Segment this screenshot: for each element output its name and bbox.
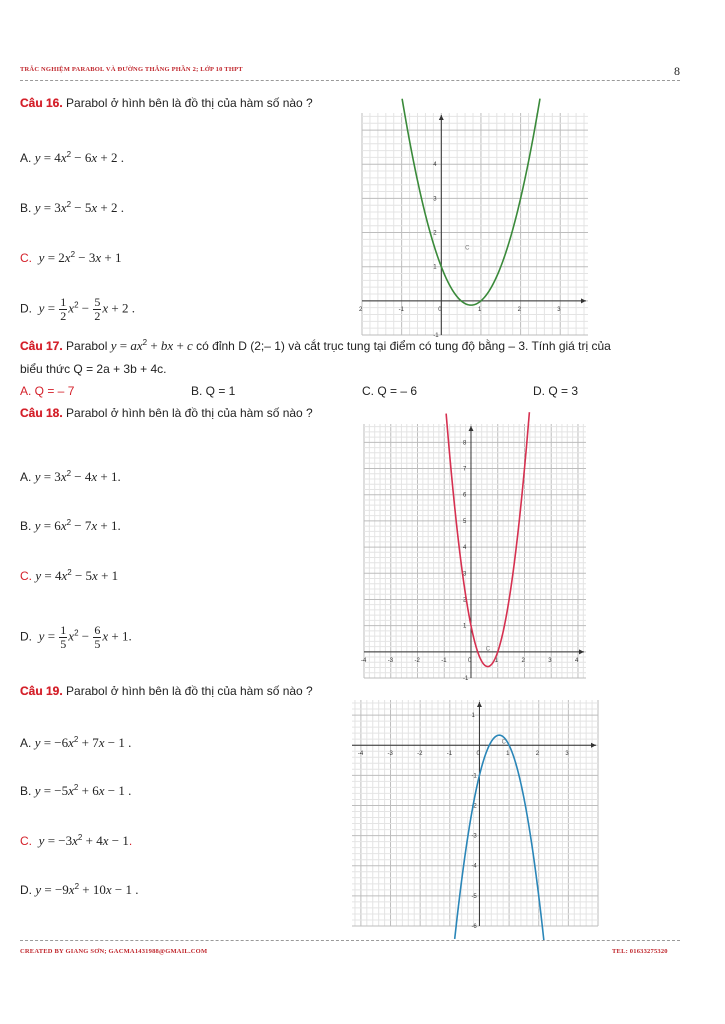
y-tick-label: -3	[471, 833, 477, 840]
option-letter: B.	[20, 784, 32, 798]
option-c[interactable]: C. $y = -3x^2 + 4x - 1$.	[20, 833, 133, 848]
question-18	[20, 406, 313, 420]
x-tick-label: 2	[359, 306, 363, 313]
option-a[interactable]: A. $y = 3x^2 - 4x + 1$.	[20, 469, 121, 484]
option-letter: B.	[20, 201, 32, 215]
y-tick-label: -4	[471, 863, 477, 870]
option-b[interactable]: B. $y = 6x^2 - 7x + 1$.	[20, 518, 121, 533]
x-tick-label: -3	[387, 751, 393, 758]
y-tick-label: 1	[433, 264, 437, 271]
annotation-label: C	[465, 245, 470, 252]
x-tick-label: 0	[476, 751, 480, 758]
y-tick-label: 3	[462, 571, 467, 578]
option-letter: A.	[20, 470, 32, 484]
x-tick-label: 2	[521, 657, 525, 664]
option-d[interactable]: D. $y = -9x^2 + 10x - 1$ .	[20, 882, 139, 897]
y-tick-label: -2	[471, 803, 477, 810]
question-text: Parabol	[62, 339, 111, 353]
y-tick-label: 6	[462, 492, 467, 499]
page-number: 8	[674, 64, 680, 78]
answer-c[interactable]: C. Q = – 6	[362, 384, 418, 398]
question-label: Câu 17.	[20, 339, 63, 353]
question-17: Câu 17. Parabol $y = ax^2$ + bx + c có đỉnh D (2;– 1) và cắt trục tung tại điểm có tung độ bằng – 3. Tính giá trị của	[20, 338, 611, 353]
x-tick-label: 3	[548, 657, 552, 664]
x-tick-label: 2	[517, 306, 521, 313]
x-tick-label: -4	[361, 657, 367, 664]
question-text: Parabol ở hình bên là đồ thị của hàm số nào ?	[62, 684, 313, 698]
x-tick-label: 1	[477, 306, 482, 313]
y-tick-label: 7	[462, 466, 467, 473]
footer-left: CREATED BY GIANG SƠN; GACMA1431988@GMAIL.COM	[20, 948, 208, 955]
option-letter: B.	[20, 519, 32, 533]
option-d[interactable]: D. y = $\frac{1}{5}$ $x^2$ − $\frac{6}{5}$ x + 1.	[20, 623, 132, 651]
question-19	[20, 684, 313, 698]
option-c[interactable]: C. $y = 4x^2 - 5x + 1$	[20, 568, 119, 583]
option-letter: A.	[20, 151, 32, 165]
parabola-curve	[446, 412, 529, 666]
y-tick-label: 4	[433, 162, 437, 169]
header-divider	[20, 80, 680, 81]
question-text: Parabol ở hình bên là đồ thị của hàm số nào ?	[62, 406, 313, 420]
y-tick-label: 4	[462, 545, 467, 552]
y-tick-label: -1	[433, 333, 439, 339]
y-tick-label: 1	[471, 713, 475, 720]
option-b[interactable]: B. $y = -5x^2 + 6x - 1$ .	[20, 783, 132, 798]
option-c[interactable]: C. $y = 2x^2 - 3x + 1$	[20, 250, 122, 265]
y-tick-label: 2	[433, 230, 437, 237]
header-title: TRẮC NGHIỆM PARABOL VÀ ĐƯỜNG THẲNG PHẦN 2; LỚP 10 THPT	[20, 66, 243, 73]
y-tick-label: 3	[433, 196, 437, 203]
x-tick-label: 1	[506, 751, 510, 758]
question-label: Câu 18.	[20, 406, 63, 420]
y-tick-label: 2	[462, 597, 467, 604]
option-letter: C.	[20, 251, 32, 265]
question-17-line2: biểu thức Q = 2a + 3b + 4c.	[20, 362, 167, 376]
y-tick-label: -1	[471, 773, 477, 780]
question-16	[20, 96, 313, 110]
question-label: Câu 16.	[20, 96, 63, 110]
x-tick-label: 3	[565, 751, 569, 758]
x-tick-label: 1	[494, 657, 499, 664]
answer-b[interactable]: B. Q = 1	[191, 384, 236, 398]
y-tick-label: 8	[462, 440, 467, 447]
footer-divider	[20, 940, 680, 941]
x-tick-label: -2	[414, 657, 420, 664]
option-letter: C.	[20, 569, 32, 583]
x-tick-label: 0	[467, 657, 472, 664]
y-axis-arrow	[439, 115, 444, 120]
y-tick-label: 1	[462, 623, 467, 630]
x-tick-label: -1	[441, 657, 447, 664]
x-tick-label: 4	[574, 657, 579, 664]
annotation-label: C	[501, 739, 507, 746]
question-label: Câu 19.	[20, 684, 63, 698]
option-letter: D.	[20, 629, 32, 644]
x-tick-label: 2	[535, 751, 540, 758]
x-axis-arrow	[591, 743, 596, 748]
option-a[interactable]: A. $y = -6x^2 + 7x - 1$ .	[20, 735, 132, 750]
option-letter: C.	[20, 834, 32, 848]
x-tick-label: 3	[557, 306, 561, 313]
graph-q16	[359, 113, 588, 339]
answer-a[interactable]: A. Q = – 7	[20, 384, 75, 398]
question-text: Parabol ở hình bên là đồ thị của hàm số nào ?	[62, 96, 313, 110]
y-tick-label: -6	[471, 924, 477, 930]
option-d[interactable]: D. y = $\frac{1}{2}$ $x^2$ − $\frac{5}{2}$ x + 2 .	[20, 295, 135, 323]
option-letter: A.	[20, 736, 32, 750]
y-tick-label: 5	[462, 518, 467, 525]
graph-q18	[361, 424, 586, 682]
x-tick-label: -2	[417, 751, 423, 758]
option-a[interactable]: A. $y = 4x^2 - 6x + 2$ .	[20, 150, 125, 165]
footer-right: TEL: 01633275320	[612, 948, 668, 955]
x-tick-label: 0	[438, 306, 442, 313]
graph-q19	[352, 700, 598, 930]
x-tick-label: -1	[446, 751, 453, 758]
y-tick-label: -1	[462, 676, 469, 682]
annotation-label: C	[485, 646, 491, 653]
option-b[interactable]: B. $y = 3x^2 - 5x + 2$ .	[20, 200, 125, 215]
option-letter: D.	[20, 883, 32, 897]
answer-d[interactable]: D. Q = 3	[533, 384, 579, 398]
x-tick-label: -3	[387, 657, 394, 664]
option-letter: D.	[20, 301, 32, 316]
x-tick-label: -1	[398, 306, 404, 313]
x-axis-arrow	[581, 298, 586, 303]
question-text-cont: có đỉnh D (2;– 1) và cắt trục tung tại điểm có tung độ bằng – 3. Tính giá trị của	[192, 339, 611, 353]
y-tick-label: -5	[471, 893, 477, 900]
x-tick-label: -4	[357, 751, 364, 758]
